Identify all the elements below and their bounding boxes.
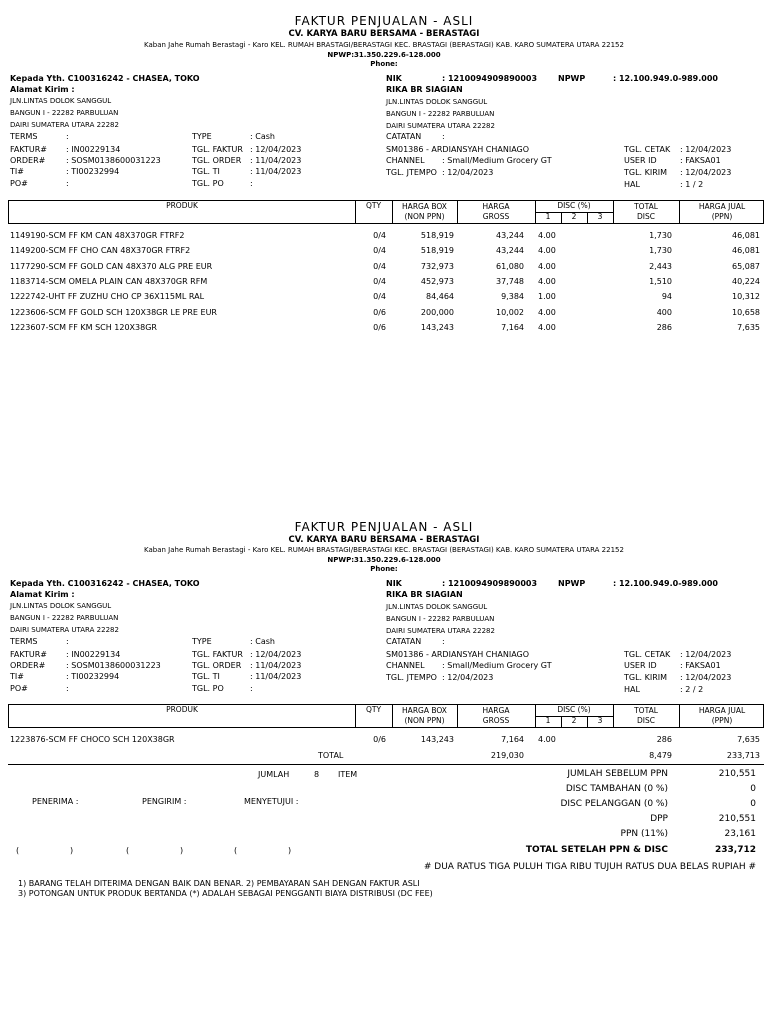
col-disc-3: 3 [597,716,603,725]
field-value: : 11/04/2023 [250,167,302,176]
company-address: Kaban Jahe Rumah Berastagi - Karo KEL. RUMAH BRASTAGI/BERASTAGI KEC. BRASTAGI (BERASTAGI) KAB. KARO SUMATERA UTARA 22152 [144,546,624,554]
cell-produk: 1223606-SCM FF GOLD SCH 120X38GR LE PRE EUR [10,307,217,317]
field-label: TGL. PO [192,684,224,693]
signature-penerima: ( ) [16,846,74,855]
npwp-label: NPWP [558,579,586,588]
cell-box: 200,000 [420,307,454,317]
cell-qty: 0/4 [373,292,386,302]
cell-jual: 10,312 [732,292,760,302]
field-label: TGL. TI [192,167,220,176]
col-harga-gross-sub: GROSS [482,212,510,221]
cell-total-disc: 1,730 [649,246,672,256]
salesman: SM01386 - ARDIANSYAH CHANIAGO [386,145,530,154]
cell-jual: 46,081 [732,231,760,240]
type-value: : Cash [250,132,275,141]
col-harga-box-sub: (NON PPN) [404,716,445,725]
field-label: PO# [10,179,28,188]
field-label: ORDER# [10,156,46,165]
col-harga-jual-sub: (PPN) [711,212,733,221]
total-gross: 219,030 [490,751,524,760]
cell-total-disc: 286 [656,735,672,744]
cell-gross: 37,748 [496,276,524,286]
ship-line: DAIRI SUMATERA UTARA 22282 [10,626,119,634]
footer-note: 3) POTONGAN UNTUK PRODUK BERTANDA (*) ADALAH SEBAGAI PENGGANTI BIAYA DISTRIBUSI (DC FEE) [18,889,433,898]
total-jual: 233,713 [726,751,760,760]
company-name: CV. KARYA BARU BERSAMA - BERASTAGI [288,535,480,545]
cell-disc: 1.00 [538,292,556,302]
nik-value: : 1210094909890003 [442,579,538,588]
cell-produk: 1177290-SCM FF GOLD CAN 48X370 ALG PRE EUR [10,261,213,271]
footer-note: 1) BARANG TELAH DITERIMA DENGAN BAIK DAN BENAR. 2) PEMBAYARAN SAH DENGAN FAKTUR ASLI [18,879,420,888]
cell-disc: 4.00 [538,231,556,240]
menyetujui-label: MENYETUJUI : [244,797,299,806]
grand-total-value: 233,712 [715,845,756,855]
cell-box: 452,973 [420,276,454,286]
cell-qty: 0/6 [373,322,386,332]
cell-gross: 9,384 [501,292,524,302]
cell-qty: 0/4 [373,231,386,240]
total-label: TOTAL [318,751,344,760]
field-value: : Small/Medium Grocery GT [442,156,552,165]
field-label: HAL [624,685,640,694]
nik-value: : 1210094909890003 [442,74,538,83]
company-phone: Phone: [370,60,398,68]
cell-qty: 0/4 [373,261,386,271]
field-value: : 12/04/2023 [680,673,732,682]
col-harga-gross: HARGA [482,706,510,715]
cell-disc: 4.00 [538,276,556,286]
cell-disc: 4.00 [538,246,556,256]
penerima-label: PENERIMA : [32,797,79,806]
jumlah-label: JUMLAH [258,770,290,779]
cell-box: 143,243 [420,735,454,744]
col-disc-1: 1 [545,716,551,725]
customer-name: RIKA BR SIAGIAN [386,85,463,94]
customer-address-line: JLN.LINTAS DOLOK SANGGUL [386,603,488,611]
cell-jual: 46,081 [732,246,760,256]
catatan-label: CATATAN [386,132,422,141]
field-label: TGL. ORDER [192,661,242,670]
cell-qty: 0/6 [373,307,386,317]
npwp-value: : 12.100.949.0-989.000 [613,74,718,83]
field-value: : 12/04/2023 [250,145,302,154]
col-total-disc-sub: DISC [637,716,655,725]
summary-label: DISC PELANGGAN (0 %) [560,799,668,809]
field-label: TGL. JTEMPO [386,673,437,682]
field-label: USER ID [624,156,657,165]
field-label: PO# [10,684,28,693]
ship-label: Alamat Kirim : [10,590,75,599]
col-harga-box: HARGA BOX [402,202,447,211]
field-label: TGL. CETAK [624,145,671,154]
table-header [8,704,764,728]
col-harga-box-sub: (NON PPN) [404,212,445,221]
field-label: TGL. KIRIM [624,168,668,177]
field-value: : TI00232994 [66,672,120,681]
field-label: TGL. FAKTUR [192,145,243,154]
total-disc: 8,479 [649,751,672,760]
cell-total-disc: 2,443 [649,261,672,271]
summary-value: 210,551 [718,814,756,824]
field-value: : 2 / 2 [680,685,704,694]
catatan-value: : [442,132,445,141]
cell-jual: 7,635 [737,735,760,744]
cell-produk: 1222742-UHT FF ZUZHU CHO CP 36X115ML RAL [10,292,205,302]
cell-gross: 7,164 [501,735,524,744]
type-label: TYPE [192,637,212,646]
field-label: USER ID [624,661,657,670]
field-value: : 12/04/2023 [680,145,732,154]
nik-label: NIK [386,579,402,588]
cell-produk: 1149190-SCM FF KM CAN 48X370GR FTRF2 [10,231,185,240]
cell-box: 518,919 [420,231,454,240]
cell-jual: 65,087 [732,261,760,271]
cell-disc: 4.00 [538,322,556,332]
cell-gross: 7,164 [501,322,524,332]
salesman: SM01386 - ARDIANSYAH CHANIAGO [386,650,530,659]
cell-gross: 43,244 [496,231,524,240]
summary-label: DISC TAMBAHAN (0 %) [565,784,668,794]
field-value: : SOSM0138600031223 [66,156,161,165]
col-qty: QTY [365,201,382,210]
company-npwp: NPWP:31.350.229.6-128.000 [327,51,441,59]
col-harga-jual-sub: (PPN) [711,716,733,725]
cell-produk: 1149200-SCM FF CHO CAN 48X370GR FTRF2 [10,246,191,256]
ship-label: Alamat Kirim : [10,85,75,94]
ship-line: DAIRI SUMATERA UTARA 22282 [10,121,119,129]
cell-disc: 4.00 [538,261,556,271]
grand-total-label: TOTAL SETELAH PPN & DISC [525,845,668,855]
field-label: TGL. PO [192,179,224,188]
type-value: : Cash [250,637,275,646]
cell-gross: 61,080 [496,261,524,271]
field-value: : TI00232994 [66,167,120,176]
summary-label: PPN (11%) [620,829,668,839]
pengirim-label: PENGIRIM : [142,797,187,806]
company-phone: Phone: [370,565,398,573]
field-label: TGL. JTEMPO [386,168,437,177]
field-value: : [66,684,69,693]
ship-line: BANGUN I - 22282 PARBULUAN [10,109,119,117]
field-value: : 11/04/2023 [250,672,302,681]
npwp-label: NPWP [558,74,586,83]
field-value: : 12/04/2023 [680,168,732,177]
cell-total-disc: 1,730 [649,231,672,240]
field-label: CHANNEL [386,661,425,670]
catatan-value: : [442,637,445,646]
customer-line: Kepada Yth. C100316242 - CHASEA, TOKO [10,74,200,83]
company-npwp: NPWP:31.350.229.6-128.000 [327,556,441,564]
cell-qty: 0/4 [373,276,386,286]
col-disc: DISC (%) [557,201,591,210]
field-value: : [66,179,69,188]
cell-gross: 10,002 [496,307,524,317]
col-harga-gross: HARGA [482,202,510,211]
field-value: : 12/04/2023 [442,168,494,177]
cell-produk: 1183714-SCM OMELA PLAIN CAN 48X370GR RFM [10,276,208,286]
cell-box: 732,973 [420,261,454,271]
field-value: : 12/04/2023 [250,650,302,659]
col-total-disc: TOTAL [634,706,658,715]
customer-address-line: JLN.LINTAS DOLOK SANGGUL [386,98,488,106]
field-value: : Small/Medium Grocery GT [442,661,552,670]
company-address: Kaban Jahe Rumah Berastagi - Karo KEL. RUMAH BRASTAGI/BERASTAGI KEC. BRASTAGI (BERASTAGI) KAB. KARO SUMATERA UTARA 22152 [144,41,624,49]
terms-label: TERMS [10,637,38,646]
cell-box: 518,919 [420,246,454,256]
field-value: : FAKSA01 [680,661,721,670]
signature-pengirim: ( ) [126,846,184,855]
field-label: HAL [624,180,640,189]
customer-address-line: BANGUN I - 22282 PARBULUAN [386,110,495,118]
field-label: TGL. TI [192,672,220,681]
cell-qty: 0/4 [373,246,386,256]
summary-label: DPP [650,814,668,824]
summary-value: 210,551 [718,769,756,779]
cell-box: 84,464 [426,292,454,302]
terms-label: TERMS [10,132,38,141]
col-disc-1: 1 [545,212,551,221]
field-label: TGL. CETAK [624,650,671,659]
cell-produk: 1223876-SCM FF CHOCO SCH 120X38GR [10,735,175,744]
field-value: : FAKSA01 [680,156,721,165]
cell-total-disc: 94 [661,292,672,302]
nik-label: NIK [386,74,402,83]
customer-address-line: BANGUN I - 22282 PARBULUAN [386,615,495,623]
field-value: : [250,179,253,188]
type-label: TYPE [192,132,212,141]
field-value: : 11/04/2023 [250,156,302,165]
cell-total-disc: 400 [656,307,672,317]
item-label: ITEM [338,770,358,779]
col-total-disc-sub: DISC [637,212,655,221]
table-header [8,200,764,224]
cell-total-disc: 286 [656,322,672,332]
cell-jual: 10,658 [732,307,760,317]
col-total-disc: TOTAL [634,202,658,211]
field-label: FAKTUR# [10,145,47,154]
field-value: : SOSM0138600031223 [66,661,161,670]
invoice-title: FAKTUR PENJUALAN - ASLI [294,14,474,28]
catatan-label: CATATAN [386,637,422,646]
field-value: : 12/04/2023 [680,650,732,659]
customer-address-line: DAIRI SUMATERA UTARA 22282 [386,627,495,635]
customer-name: RIKA BR SIAGIAN [386,590,463,599]
ship-line: BANGUN I - 22282 PARBULUAN [10,614,119,622]
col-qty: QTY [365,705,382,714]
field-label: ORDER# [10,661,46,670]
field-label: TGL. KIRIM [624,673,668,682]
cell-box: 143,243 [420,322,454,332]
col-disc-3: 3 [597,212,603,221]
col-produk: PRODUK [166,201,198,210]
col-disc-2: 2 [571,716,577,725]
customer-line: Kepada Yth. C100316242 - CHASEA, TOKO [10,579,200,588]
summary-value: 0 [750,784,756,794]
cell-jual: 7,635 [737,322,760,332]
company-name: CV. KARYA BARU BERSAMA - BERASTAGI [288,29,480,39]
summary-value: 23,161 [724,829,756,839]
amount-in-words: # DUA RATUS TIGA PULUH TIGA RIBU TUJUH RATUS DUA BELAS RUPIAH # [423,862,756,872]
field-label: TGL. FAKTUR [192,650,243,659]
cell-disc: 4.00 [538,735,556,744]
cell-qty: 0/6 [373,735,386,744]
field-label: FAKTUR# [10,650,47,659]
field-label: TGL. ORDER [192,156,242,165]
field-value: : 11/04/2023 [250,661,302,670]
cell-gross: 43,244 [496,246,524,256]
field-value: : IN00229134 [66,650,121,659]
field-value: : IN00229134 [66,145,121,154]
invoice-title: FAKTUR PENJUALAN - ASLI [294,520,474,534]
ship-line: JLN.LINTAS DOLOK SANGGUL [10,97,112,105]
cell-jual: 40,224 [732,276,760,286]
cell-produk: 1223607-SCM FF KM SCH 120X38GR [10,322,157,332]
terms-value: : [66,132,69,141]
jumlah-value: 8 [314,770,320,779]
field-label: TI# [10,167,24,176]
summary-label: JUMLAH SEBELUM PPN [567,769,668,779]
col-disc: DISC (%) [557,705,591,714]
field-label: TI# [10,672,24,681]
col-produk: PRODUK [166,705,198,714]
col-harga-jual: HARGA JUAL [698,706,746,715]
signature-menyetujui: ( ) [234,846,292,855]
terms-value: : [66,637,69,646]
ship-line: JLN.LINTAS DOLOK SANGGUL [10,602,112,610]
field-label: CHANNEL [386,156,425,165]
field-value: : 12/04/2023 [442,673,494,682]
col-harga-gross-sub: GROSS [482,716,510,725]
cell-total-disc: 1,510 [649,276,672,286]
col-disc-2: 2 [571,212,577,221]
customer-address-line: DAIRI SUMATERA UTARA 22282 [386,122,495,130]
cell-disc: 4.00 [538,307,556,317]
col-harga-jual: HARGA JUAL [698,202,746,211]
col-harga-box: HARGA BOX [402,706,447,715]
field-value: : [250,684,253,693]
divider [8,764,764,765]
summary-value: 0 [750,799,756,809]
field-value: : 1 / 2 [680,180,704,189]
npwp-value: : 12.100.949.0-989.000 [613,579,718,588]
